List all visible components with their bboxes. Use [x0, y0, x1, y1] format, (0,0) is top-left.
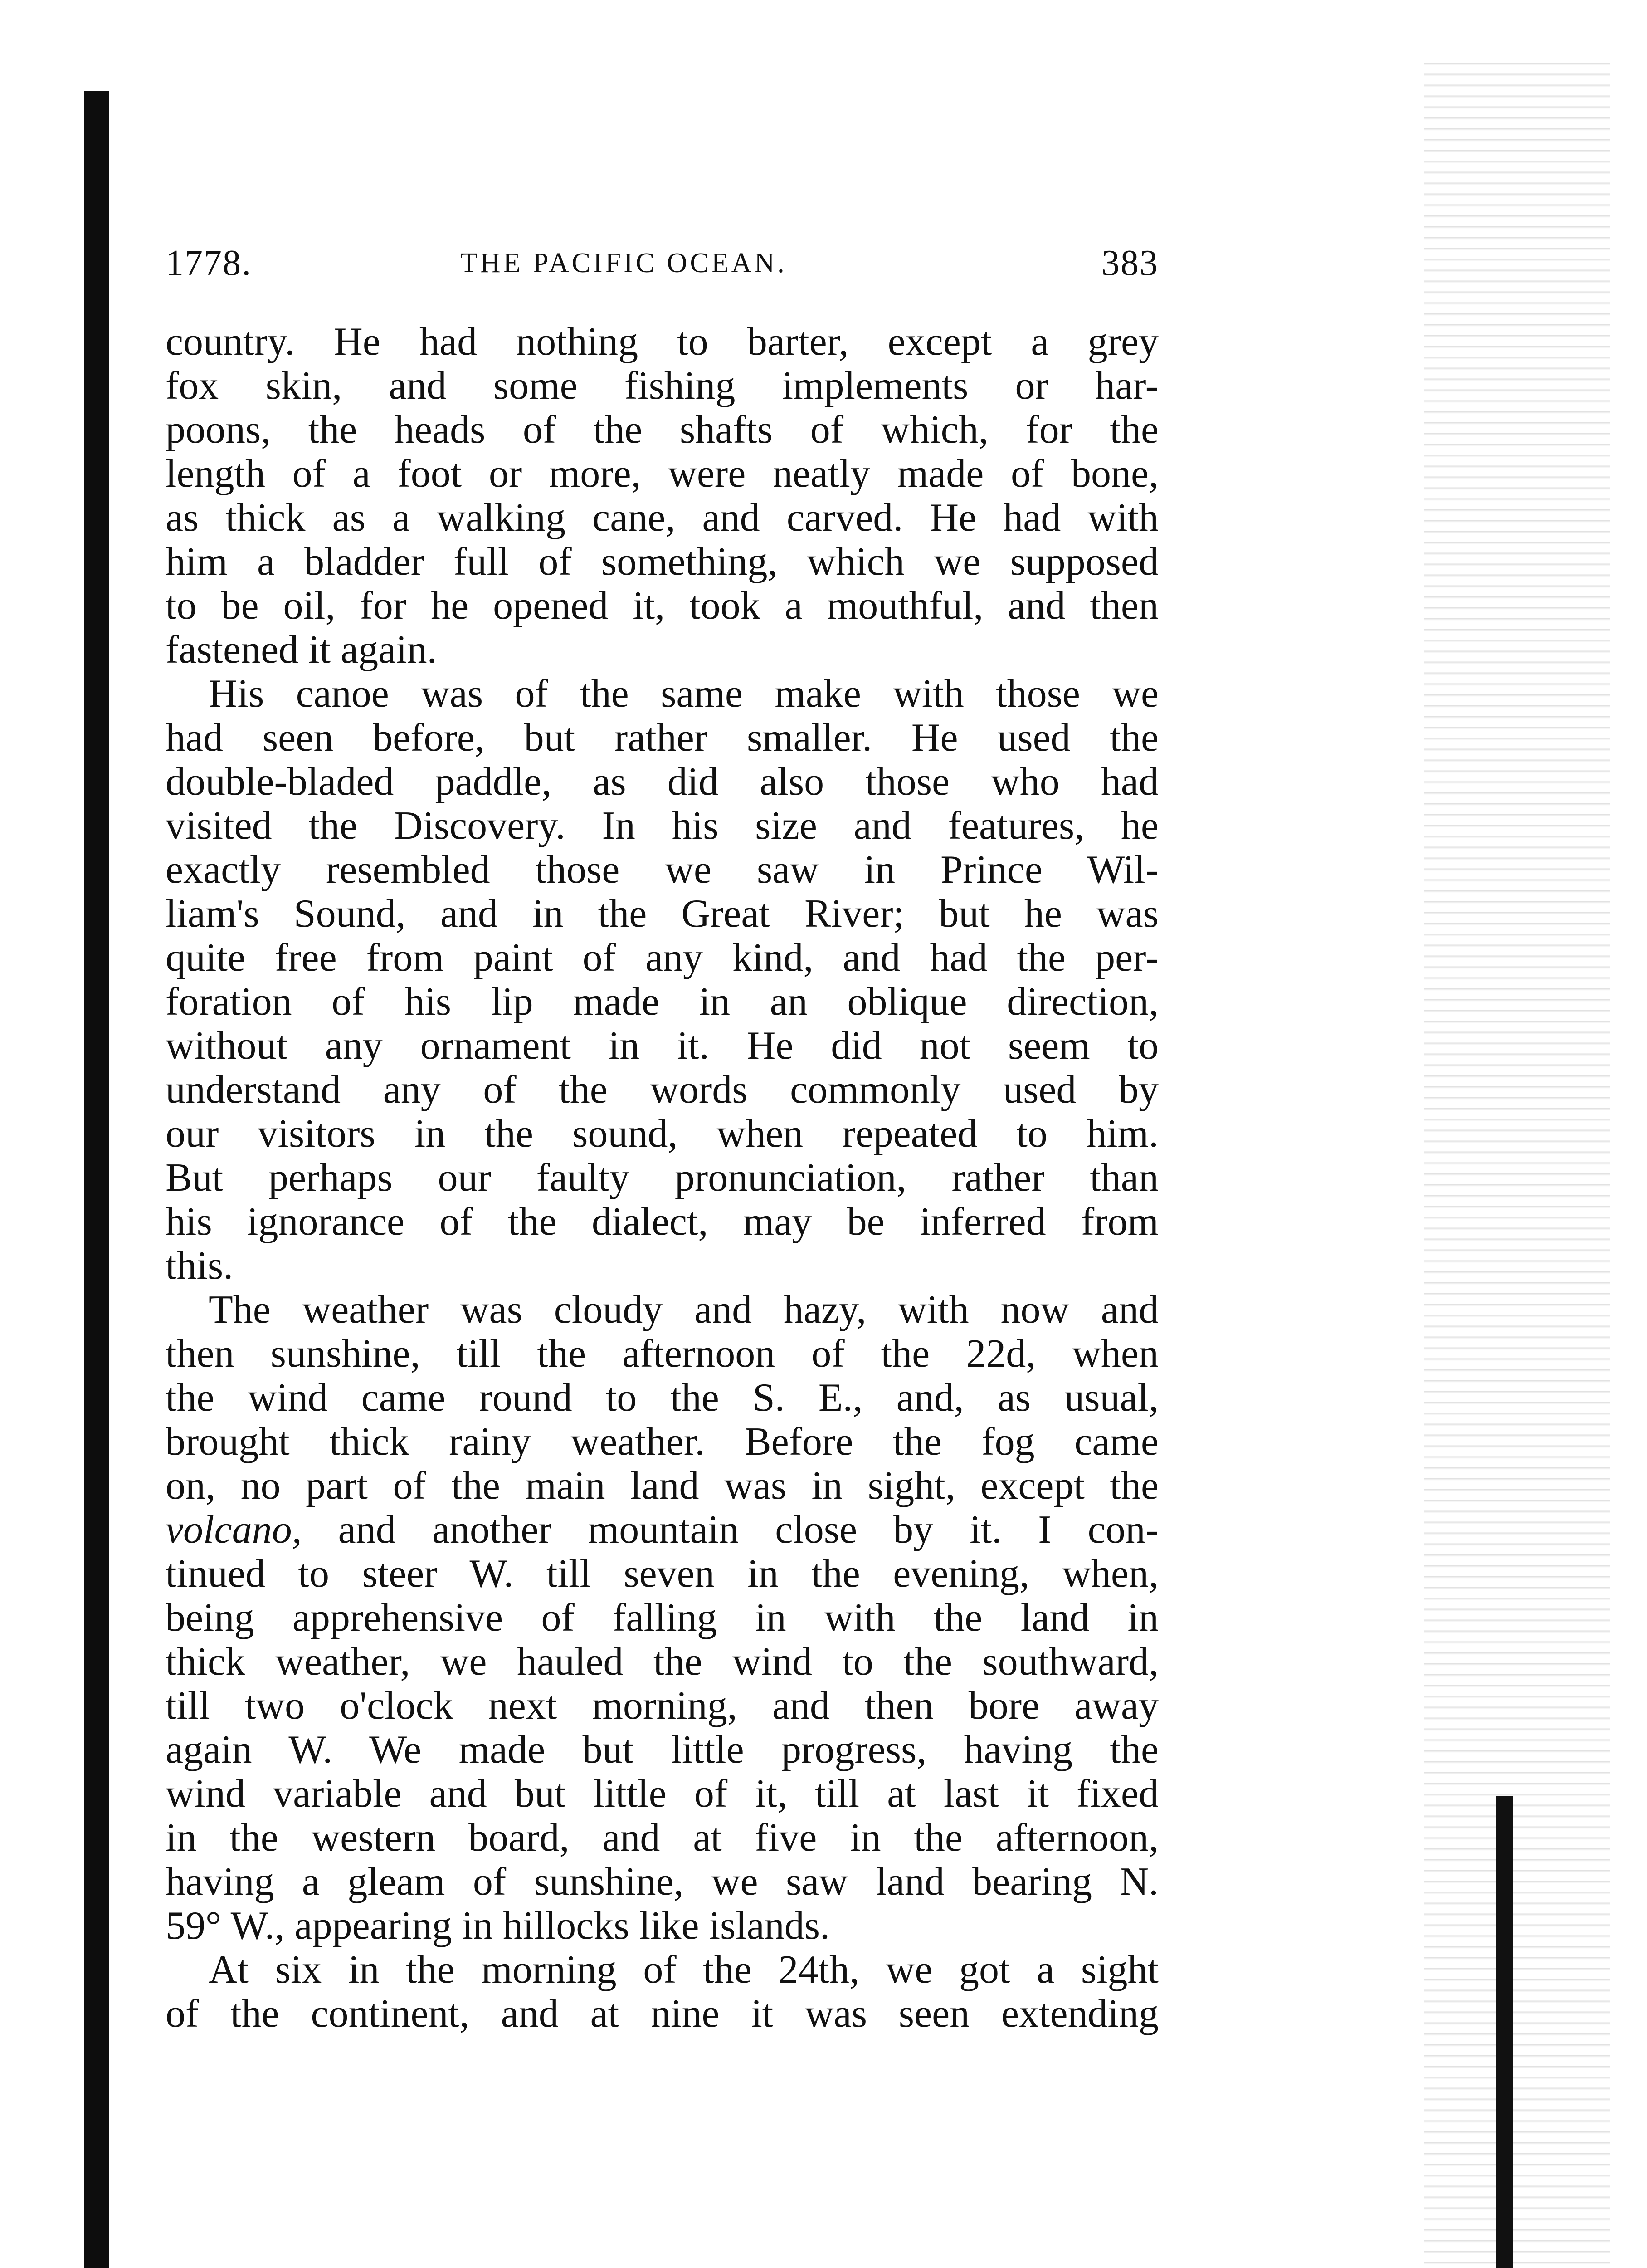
text-line: tinued to steer W. till seven in the evening, when,: [166, 1552, 1159, 1596]
text-line: having a gleam of sunshine, we saw land bearing N.: [166, 1860, 1159, 1904]
text-line: wind variable and but little of it, till at last it fixed: [166, 1772, 1159, 1816]
text-line: double-bladed paddle, as did also those who had: [166, 760, 1159, 804]
text-line: country. He had nothing to barter, except a grey: [166, 320, 1159, 364]
text-line: him a bladder full of something, which we supposed: [166, 540, 1159, 584]
text-line: fastened it again.: [166, 628, 437, 672]
text-line: again W. We made but little progress, having the: [166, 1728, 1159, 1772]
text-line: then sunshine, till the afternoon of the 22d, when: [166, 1332, 1159, 1376]
text-line: to be oil, for he opened it, took a mouthful, and then: [166, 584, 1159, 628]
page-number: 383: [1101, 243, 1159, 283]
text-line: poons, the heads of the shafts of which, for the: [166, 408, 1159, 452]
text-line: foration of his lip made in an oblique direction,: [166, 980, 1159, 1024]
text-line: this.: [166, 1244, 234, 1288]
text-line: exactly resembled those we saw in Prince Wil-: [166, 848, 1159, 892]
text-line: 59° W., appearing in hillocks like islands.: [166, 1904, 830, 1948]
text-line: At six in the morning of the 24th, we got a sight: [209, 1948, 1159, 1992]
text-line: liam's Sound, and in the Great River; but he was: [166, 892, 1159, 936]
text-line: But perhaps our faulty pronunciation, rather than: [166, 1156, 1159, 1200]
text-line: the wind came round to the S. E., and, as usual,: [166, 1376, 1159, 1420]
text-line: his ignorance of the dialect, may be inferred from: [166, 1200, 1159, 1244]
header-title: THE PACIFIC OCEAN.: [460, 248, 787, 279]
header-year: 1778.: [166, 243, 252, 283]
text-line: of the continent, and at nine it was seen extending: [166, 1992, 1159, 2036]
text-line: thick weather, we hauled the wind to the southward,: [166, 1640, 1159, 1684]
text-line: being apprehensive of falling in with the land in: [166, 1596, 1159, 1640]
running-header: [166, 243, 1159, 293]
text-line: in the western board, and at five in the afternoon,: [166, 1816, 1159, 1860]
text-line: as thick as a walking cane, and carved. He had with: [166, 496, 1159, 540]
text-line: volcano, and another mountain close by it. I con-: [166, 1508, 1159, 1552]
text-line: without any ornament in it. He did not seem to: [166, 1024, 1159, 1068]
text-line: our visitors in the sound, when repeated to him.: [166, 1112, 1159, 1156]
text-line: had seen before, but rather smaller. He used the: [166, 716, 1159, 760]
text-line: His canoe was of the same make with those we: [209, 672, 1159, 716]
scan-edge-bar: [1496, 1796, 1513, 2268]
text-line: till two o'clock next morning, and then bore away: [166, 1684, 1159, 1728]
text-line: brought thick rainy weather. Before the fog came: [166, 1420, 1159, 1464]
text-line: understand any of the words commonly used by: [166, 1068, 1159, 1112]
text-line: length of a foot or more, were neatly made of bone,: [166, 452, 1159, 496]
body-text: [166, 320, 1159, 2036]
text-line: The weather was cloudy and hazy, with now and: [209, 1288, 1159, 1332]
text-line: quite free from paint of any kind, and had the per-: [166, 936, 1159, 980]
text-line: on, no part of the main land was in sight, except the: [166, 1464, 1159, 1508]
scan-edge-noise: [1424, 54, 1610, 2268]
text-line: visited the Discovery. In his size and features, he: [166, 804, 1159, 848]
text-line: fox skin, and some fishing implements or har-: [166, 364, 1159, 408]
binding-shadow: [84, 91, 109, 2268]
